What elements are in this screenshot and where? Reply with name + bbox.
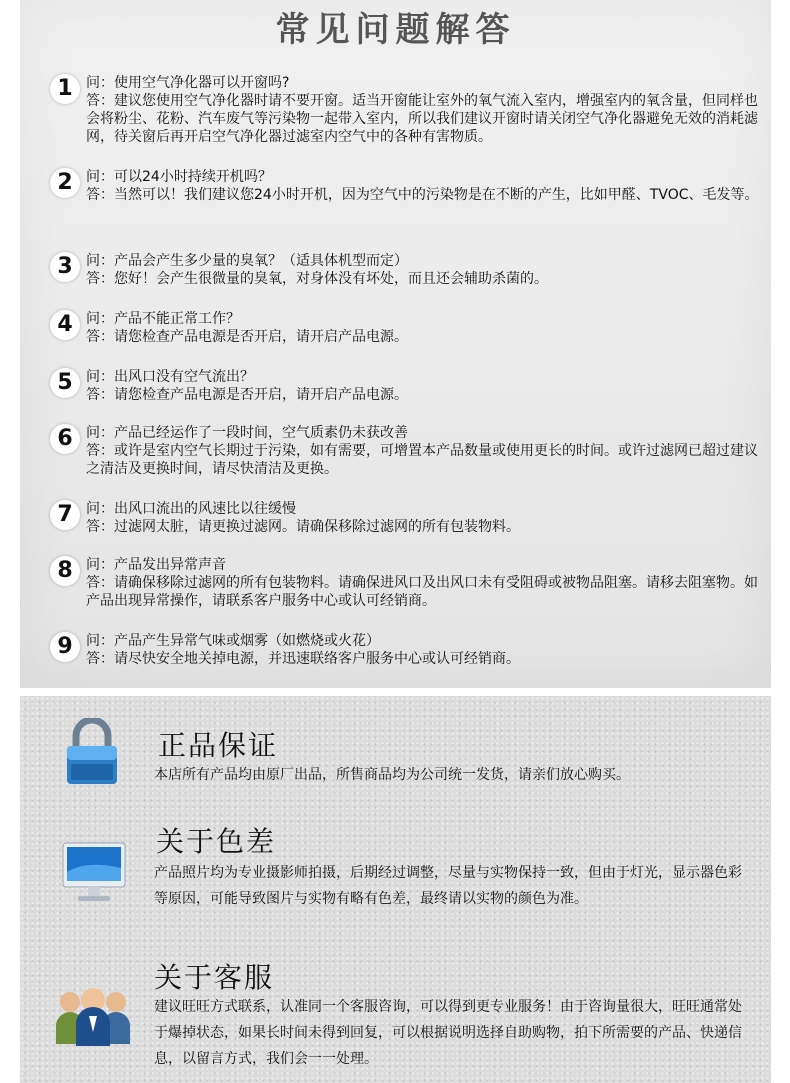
- service-info-panel: [20, 696, 771, 1083]
- faq-item-8: [50, 556, 760, 610]
- customer-service-people-icon: [54, 986, 132, 1050]
- faq-item-7: [50, 500, 760, 536]
- faq-question: 问：使用空气净化器可以开窗吗?: [86, 75, 290, 91]
- color-difference-text: 产品照片均为专业摄影师拍摄，后期经过调整，尽量与实物保持一致，但由于灯光，显示器色彩等原因，可能导致图片与实物有略有色差，最终请以实物的颜色为准。: [154, 865, 742, 907]
- faq-question: 问：产品不能正常工作？: [86, 311, 240, 327]
- faq-question: 问：产品已经运作了一段时间，空气质素仍未获改善: [86, 425, 408, 441]
- faq-answer: 答：请尽快安全地关掉电源，并迅速联络客户服务中心或认可经销商。: [86, 651, 520, 667]
- faq-number: 2: [50, 168, 80, 198]
- faq-title: 常见问题解答: [275, 10, 516, 50]
- faq-number: 4: [50, 310, 80, 340]
- faq-answer: 答：请您检查产品电源是否开启，请开启产品电源。: [86, 329, 408, 345]
- guarantee-section: [20, 696, 771, 806]
- faq-answer: 答：请确保移除过滤网的所有包装物料。请确保进风口及出风口未有受阻碍或被物品阻塞。请移去阻塞物。如产品出现异常操作，请联系客户服务中心或认可经销商。: [86, 575, 758, 609]
- faq-answer: 答：请您检查产品电源是否开启，请开启产品电源。: [86, 387, 408, 403]
- faq-answer: 答：过滤网太脏，请更换过滤网。请确保移除过滤网的所有包装物料。: [86, 519, 520, 535]
- faq-number: 1: [50, 74, 80, 104]
- faq-number: 8: [50, 556, 80, 586]
- customer-service-title: 关于客服: [154, 961, 275, 994]
- color-difference-title: 关于色差: [156, 825, 277, 858]
- faq-question: 问：可以24小时持续开机吗？: [86, 169, 272, 185]
- faq-answer: 答：建议您使用空气净化器时请不要开窗。适当开窗能让室外的氧气流入室内，增强室内的氧含量，但同样也会将粉尘、花粉、汽车废气等污染物一起带入室内，所以我们建议开窗时请关闭空气净化器避免无效的消耗滤网，待关窗后再开启空气净化器过滤室内空气中的各种有害物质。: [86, 93, 758, 145]
- faq-question: 问：产品产生异常气味或烟雾（如燃烧或火花）: [86, 633, 380, 649]
- customer-service-section: [20, 936, 771, 1083]
- faq-question: 问：出风口流出的风速比以往缓慢: [86, 501, 296, 517]
- faq-number: 7: [50, 500, 80, 530]
- monitor-icon: [62, 842, 126, 908]
- lock-icon: [64, 718, 120, 790]
- faq-number: 3: [50, 252, 80, 282]
- faq-item-2: [50, 168, 760, 204]
- faq-answer: 答：您好！会产生很微量的臭氧，对身体没有坏处，而且还会辅助杀菌的。: [86, 271, 548, 287]
- faq-number: 6: [50, 424, 80, 454]
- faq-answer: 答：当然可以！我们建议您24小时开机，因为空气中的污染物是在不断的产生，比如甲醛、TVOC、毛发等。: [86, 187, 759, 203]
- faq-item-5: [50, 368, 760, 404]
- faq-question: 问：产品会产生多少量的臭氧？（适具体机型而定）: [86, 253, 408, 269]
- faq-item-6: [50, 424, 760, 478]
- faq-question: 问：出风口没有空气流出？: [86, 369, 254, 385]
- faq-question: 问：产品发出异常声音: [86, 557, 226, 573]
- guarantee-title: 正品保证: [158, 729, 279, 762]
- faq-item-3: [50, 252, 760, 288]
- color-difference-section: [20, 806, 771, 936]
- faq-item-1: [50, 74, 760, 146]
- faq-number: 5: [50, 368, 80, 398]
- faq-answer: 答：或许是室内空气长期过于污染，如有需要，可增置本产品数量或使用更长的时间。或许过滤网已超过建议之清洁及更换时间，请尽快清洁及更换。: [86, 443, 758, 477]
- faq-item-9: [50, 632, 760, 668]
- guarantee-text: 本店所有产品均由原厂出品，所售商品均为公司统一发货，请亲们放心购买。: [154, 767, 630, 783]
- customer-service-text: 建议旺旺方式联系，认准同一个客服咨询，可以得到更专业服务！由于咨询量很大，旺旺通常处于爆掉状态，如果长时间未得到回复，可以根据说明选择自助购物，拍下所需要的产品、快递信息，以留言方式，我们会一一处理。: [154, 999, 742, 1067]
- faq-panel: [20, 0, 771, 688]
- faq-number: 9: [50, 632, 80, 662]
- faq-item-4: [50, 310, 760, 346]
